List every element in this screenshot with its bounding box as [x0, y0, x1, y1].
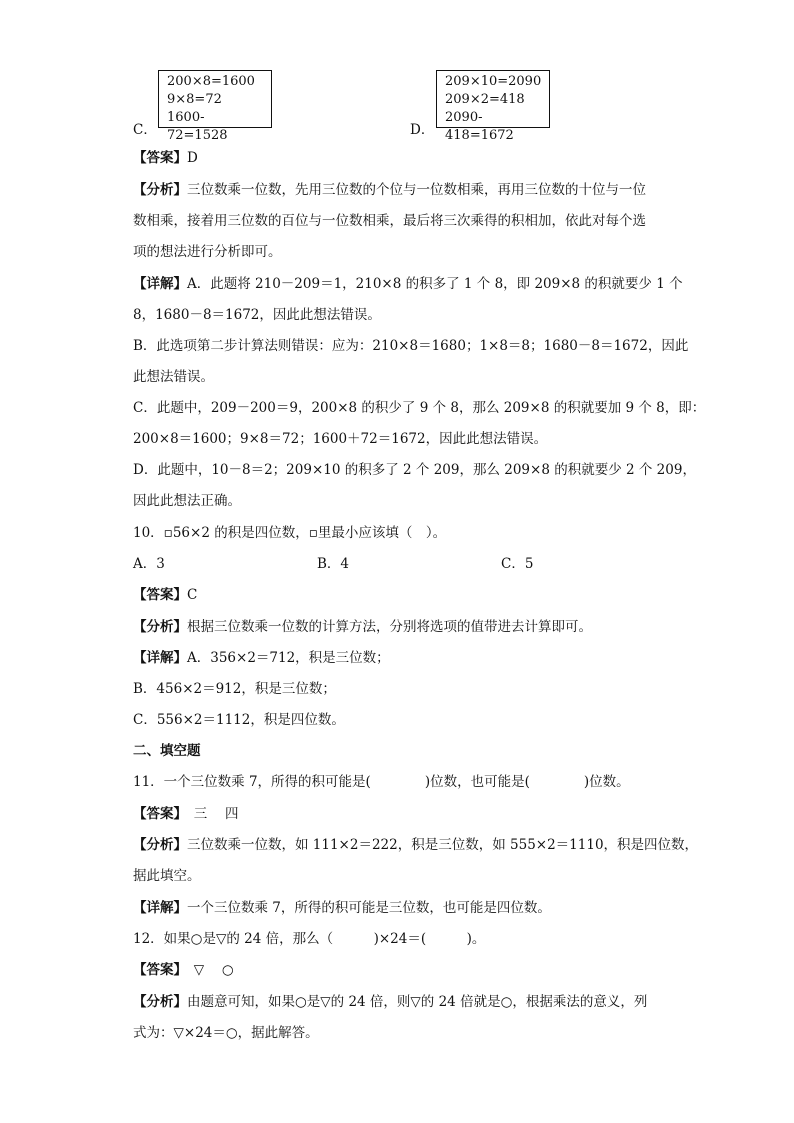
q9-detail-line-3: B．此选项第二步计算法则错误：应为：210×8＝1680；1×8＝8；1680－8＝1672，因此 — [133, 338, 689, 354]
q9-detail-line-8: 因此此想法正确。 — [133, 493, 241, 509]
analysis-text: 根据三位数乘一位数的计算方法，分别将选项的值带进去计算即可。 — [187, 619, 592, 635]
detail-tag: 【详解】 — [133, 650, 187, 666]
q10-option-a: A．3 — [133, 556, 165, 572]
q10-option-c: C．5 — [501, 556, 534, 572]
q9-detail-line-4: 此想法错误。 — [133, 369, 214, 385]
analysis-text: 三位数乘一位数，先用三位数的个位与一位数相乘，再用三位数的十位与一位 — [187, 182, 646, 198]
q11-analysis-line-2: 据此填空。 — [133, 868, 201, 884]
analysis-text: 三位数乘一位数，如 111×2＝222，积是三位数，如 555×2＝1110，积是四位数， — [187, 837, 699, 853]
q11-detail — [133, 898, 551, 918]
q9-analysis-line-2: 数相乘，接着用三位数的百位与一位数相乘，最后将三次乘得的积相加，依此对每个选 — [133, 213, 646, 229]
q10-detail-line-3: C．556×2＝1112，积是四位数。 — [133, 712, 345, 728]
option-c-line-1: 200×8=1600 — [167, 74, 255, 89]
answer-tag: 【答案】 — [133, 806, 181, 822]
q9-detail-line-7: D．此题中，10－8＝2；209×10 的积多了 2 个 209，那么 209×8 的积就要少 2 个 209， — [133, 462, 696, 478]
q11-analysis-line-1 — [133, 835, 698, 855]
q9-answer — [133, 148, 198, 168]
detail-text: A．356×2＝712，积是三位数； — [187, 650, 390, 666]
q9-analysis-line-1 — [133, 180, 646, 200]
q9-detail-line-6: 200×8＝1600；9×8＝72；1600＋72＝1672，因此此想法错误。 — [133, 431, 548, 447]
q12-question: 12．如果○是▽的 24 倍，那么（ )×24＝( )。 — [133, 931, 486, 947]
q11-question: 11．一个三位数乘 7，所得的积可能是( )位数，也可能是( )位数。 — [133, 774, 630, 790]
option-d-line-2: 209×2=418 — [445, 92, 525, 107]
option-d-label: D． — [410, 122, 435, 138]
q10-question: 10．▫56×2 的积是四位数，▫里最小应该填（ ）。 — [133, 525, 447, 541]
analysis-tag: 【分析】 — [133, 182, 187, 198]
q9-detail-line-2: 8，1680－8＝1672，因此此想法错误。 — [133, 307, 381, 323]
option-d-line-3: 2090-418=1672 — [445, 110, 514, 143]
q9-detail-line-5: C．此题中，209－200＝9，200×8 的积少了 9 个 8，那么 209×8 的积就要加 9 个 8，即： — [133, 400, 706, 416]
answer-tag: 【答案】 — [133, 150, 187, 166]
option-d-line-1: 209×10=2090 — [445, 74, 542, 89]
option-c-label: C． — [133, 122, 157, 138]
analysis-tag: 【分析】 — [133, 837, 187, 853]
analysis-text: 由题意可知，如果○是▽的 24 倍，则▽的 24 倍就是○，根据乘法的意义，列 — [187, 994, 648, 1010]
answer-value: 三 四 — [180, 806, 239, 822]
q12-answer — [133, 960, 234, 980]
answer-value: C — [187, 587, 198, 603]
q12-analysis-line-2: 式为：▽×24＝○，据此解答。 — [133, 1025, 319, 1041]
option-c-line-2: 9×8=72 — [167, 92, 222, 107]
option-c-line-3: 1600-72=1528 — [167, 110, 228, 143]
q11-answer — [133, 804, 239, 824]
option-c-calc-box — [158, 70, 272, 143]
detail-text: 一个三位数乘 7，所得的积可能是三位数，也可能是四位数。 — [187, 900, 551, 916]
answer-value: ▽ ○ — [180, 962, 234, 978]
q10-analysis — [133, 617, 592, 637]
answer-tag: 【答案】 — [133, 587, 187, 603]
answer-value: D — [187, 150, 198, 166]
analysis-tag: 【分析】 — [133, 619, 187, 635]
q12-analysis-line-1 — [133, 992, 647, 1012]
q10-detail-line-2: B．456×2＝912，积是三位数； — [133, 681, 336, 697]
section-title: 二、填空题 — [133, 743, 201, 759]
q9-analysis-line-3: 项的想法进行分析即可。 — [133, 244, 282, 260]
detail-text: A．此题将 210－209＝1，210×8 的积多了 1 个 8，即 209×8 的积就要少 1 个 — [187, 276, 683, 292]
q9-detail-line-1 — [133, 274, 683, 294]
option-d-calc-box — [436, 70, 550, 143]
q10-detail-line-1 — [133, 648, 390, 668]
detail-tag: 【详解】 — [133, 276, 187, 292]
detail-tag: 【详解】 — [133, 900, 187, 916]
answer-tag: 【答案】 — [133, 962, 181, 978]
analysis-tag: 【分析】 — [133, 994, 187, 1010]
q10-option-b: B．4 — [317, 556, 350, 572]
q10-answer — [133, 585, 197, 605]
